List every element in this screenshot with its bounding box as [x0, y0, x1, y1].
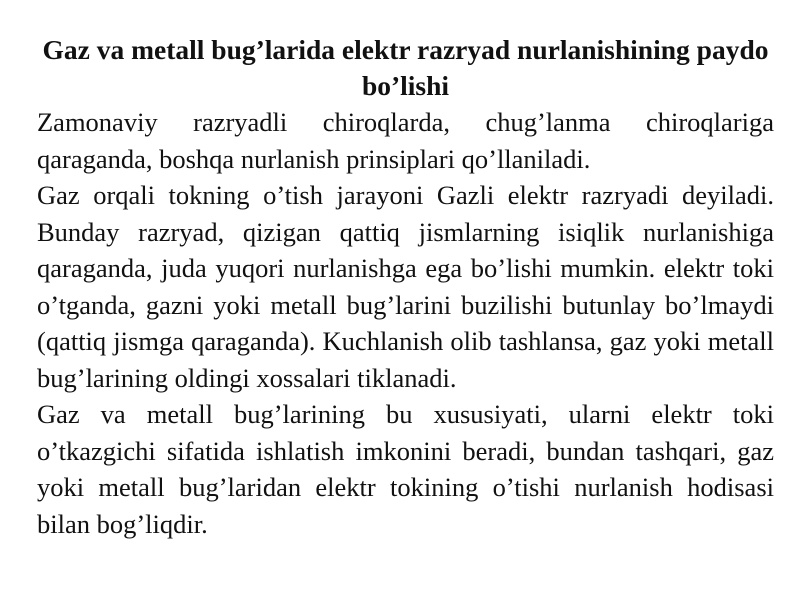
- document-title: Gaz va metall bug’larida elektr razryad nurlanishining paydo bo’lishi: [42, 34, 769, 101]
- paragraph-1: Zamonaviy razryadli chiroqlarda, chug’lanma chiroqlariga qaraganda, boshqa nurlanish prinsiplari qo’llaniladi.: [37, 107, 774, 174]
- paragraph-2: Gaz orqali tokning o’tish jarayoni Gazli elektr razryadi deyiladi. Bunday razryad, qizigan qattiq jismlarning isiqlik nurlanishiga qaraganda, juda yuqori nurlanishga ega bo’lishi mumkin. elektr toki o’tganda, gazni yoki metall bug’larini buzilishi butunlay bo’lmaydi (qattiq jismga qaraganda). Kuchlanish olib tashlansa, gaz yoki metall bug’larining oldingi xossalari tiklanadi.: [37, 180, 774, 393]
- paragraph-3: Gaz va metall bug’larining bu xususiyati, ularni elektr toki o’tkazgichi sifatida ishlatish imkonini beradi, bundan tashqari, gaz yoki metall bug’laridan elektr tokining o’tishi nurlanish hodisasi bilan bog’liqdir.: [37, 399, 774, 539]
- document-page: [37, 32, 774, 542]
